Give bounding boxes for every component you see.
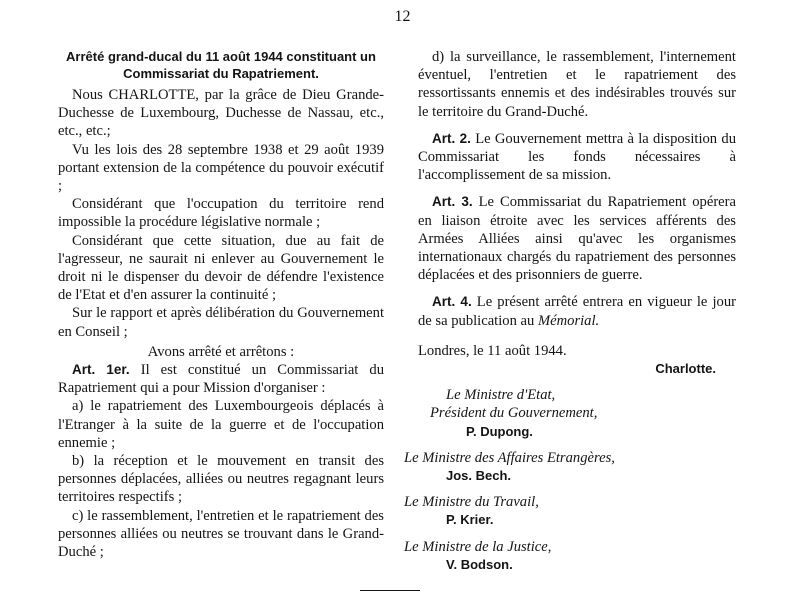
article-1-item-d: d) la surveillance, le rassemblement, l'internement éventuel, l'entretien et le rapatriement des ressortissants ennemis et des indésirables trouvés sur le territoire du Grand-Duché. <box>418 49 736 120</box>
preamble-report: Sur le rapport et après délibération du Gouvernement en Conseil ; <box>58 305 384 340</box>
article-2-label: Art. 2. <box>432 130 471 146</box>
signatory-1-title-a: Le Ministre d'Etat, <box>446 387 556 404</box>
footer-rule <box>360 590 420 591</box>
article-2 <box>418 130 736 185</box>
signatory-2-name: Jos. Bech. <box>446 468 512 484</box>
signatory-4-name: V. Bodson. <box>446 556 513 572</box>
place-date: Londres, le 11 août 1944. <box>418 342 567 359</box>
article-1-label: Art. 1er. <box>72 362 130 378</box>
signatory-4-title: Le Ministre de la Justice, <box>404 538 552 555</box>
preamble-occupation: Considérant que l'occupation du territoire rend impossible la procédure législative normale ; <box>58 196 384 231</box>
signatory-3-name: P. Krier. <box>446 512 494 528</box>
signatory-1-name: P. Dupong. <box>466 423 533 439</box>
article-4-text: Le présent arrêté entrera en vigueur le jour de sa publication au <box>418 294 736 329</box>
signatory-2-title: Le Ministre des Affaires Etrangères, <box>404 449 615 466</box>
signatory-2 <box>404 449 736 485</box>
article-3 <box>418 193 736 284</box>
left-column <box>58 48 384 561</box>
article-4 <box>418 293 736 329</box>
article-4-memorial: Mémorial. <box>537 312 600 329</box>
intro-paragraph: Nous CHARLOTTE, par la grâce de Dieu Grande-Duchesse de Luxembourg, Duchesse de Nassau, etc., etc., etc.; <box>58 87 384 140</box>
page-number: 12 <box>394 8 411 25</box>
article-4-label: Art. 4. <box>432 294 472 310</box>
decree-title: Arrêté grand-ducal du 11 août 1944 constituant un Commissariat du Rapatriement. <box>66 49 376 81</box>
article-2-text: Le Gouvernement mettra à la disposition du Commissariat les fonds nécessaires à l'accomplissement de sa mission. <box>418 130 736 184</box>
article-1-item-c: c) le rassemblement, l'entretien et le rapatriement des personnes alliées ou neutres se trouvant dans le Grand-Duché ; <box>58 507 384 561</box>
article-3-text: Le Commissariat du Rapatriement opérera en liaison étroite avec les services afférents des Armées Alliées ainsi qu'avec les organismes internationaux chargés du rapatriement des personnes déplacées et des prisonniers de guerre. <box>418 194 736 284</box>
article-3-label: Art. 3. <box>432 194 473 210</box>
signatory-1-title-b: Président du Gouvernement, <box>430 405 598 422</box>
signatory-3-title: Le Ministre du Travail, <box>404 494 539 511</box>
sovereign-signature: Charlotte. <box>655 361 716 377</box>
signatory-3 <box>404 493 736 529</box>
article-1-text: Il est constitué un Commissariat du Rapatriement qui a pour Mission d'organiser : <box>58 362 384 397</box>
preamble-situation: Considérant que cette situation, due au fait de l'agresseur, ne saurait ni enlever au Gouvernement le droit ni le dispenser du devoir de défendre l'existence de l'Etat et d'en assurer la continuité ; <box>58 232 384 304</box>
article-1 <box>58 361 384 397</box>
preamble-laws: Vu les lois des 28 septembre 1938 et 29 août 1939 portant extension de la compétence du pouvoir exécutif ; <box>58 141 384 195</box>
decree-formula: Avons arrêté et arrêtons : <box>147 343 295 360</box>
article-1-item-b: b) la réception et le mouvement en transit des personnes déplacées, alliées ou neutres regagnant leurs territoires respectifs ; <box>58 453 384 506</box>
article-1-item-a: a) le rapatriement des Luxembourgeois déplacés à l'Etranger à la suite de la guerre et de l'occupation ennemie ; <box>58 398 384 451</box>
right-column <box>404 48 736 574</box>
signatory-1 <box>418 386 736 441</box>
signatory-4 <box>404 538 736 574</box>
